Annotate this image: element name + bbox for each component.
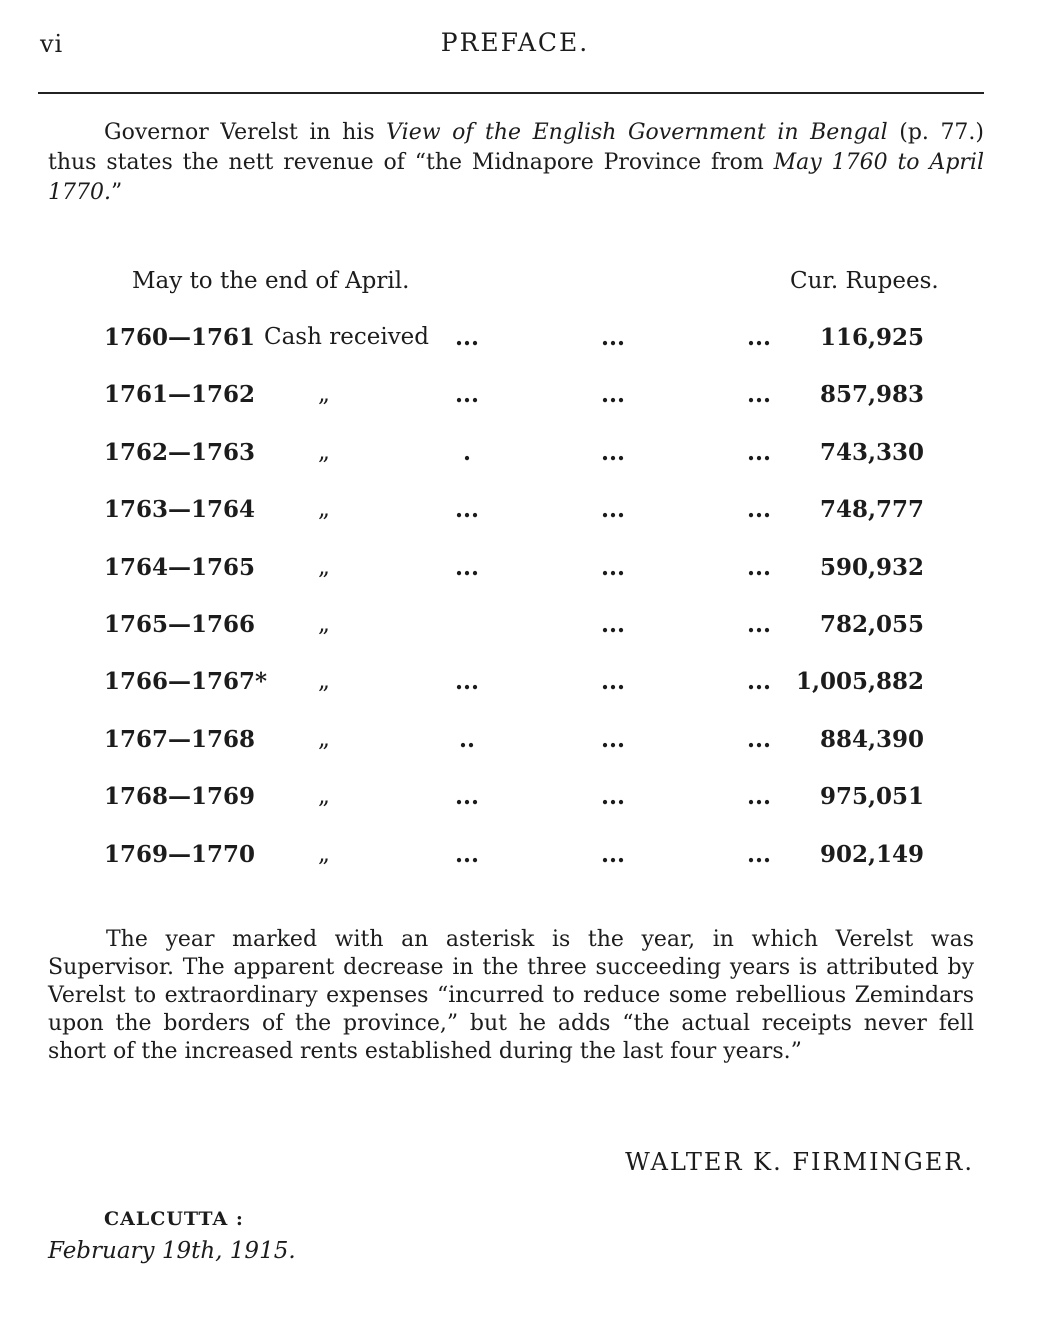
row-amount: 590,932: [819, 554, 924, 581]
row-leader-dots: ...: [746, 726, 772, 753]
row-amount: 975,051: [819, 783, 924, 810]
row-amount: 857,983: [819, 381, 924, 408]
row-year: 1766—1767*: [104, 668, 268, 695]
running-head: PREFACE.: [440, 28, 590, 57]
page-number: vi: [40, 30, 64, 58]
row-leader-dots: ...: [454, 381, 480, 408]
row-leader-dots: ...: [746, 496, 772, 523]
table-row: [0, 783, 1062, 817]
table-row: [0, 324, 1062, 358]
row-leader-dots: ...: [746, 841, 772, 868]
row-leader-dots: ...: [746, 783, 772, 810]
row-leader-dots: ...: [600, 324, 626, 351]
row-year: 1765—1766: [104, 611, 256, 638]
row-ditto-mark: „: [318, 439, 330, 465]
row-amount: 748,777: [819, 496, 924, 523]
row-year: 1763—1764: [104, 496, 256, 523]
row-leader-dots: ...: [600, 381, 626, 408]
row-year: 1761—1762: [104, 381, 256, 408]
row-leader-dots: ...: [600, 439, 626, 466]
table-row: [0, 726, 1062, 760]
date-line: [48, 1238, 296, 1264]
row-leader-dots: ...: [600, 554, 626, 581]
row-amount: 902,149: [819, 841, 924, 868]
table-row: [0, 381, 1062, 415]
header-rule: [38, 92, 984, 94]
row-leader-dots: ...: [600, 841, 626, 868]
row-leader-dots: .: [462, 439, 471, 466]
row-leader-dots: ...: [746, 324, 772, 351]
row-ditto-mark: „: [318, 554, 330, 580]
row-amount: 884,390: [819, 726, 924, 753]
intro-text-middle: (p. 77.) thus states the nett revenue of “the Midnapore Province from: [48, 120, 985, 175]
row-amount: 116,925: [819, 324, 924, 351]
row-ditto-mark: „: [318, 726, 330, 752]
footnote-paragraph: The year marked with an asterisk is the year, in which Verelst was Supervisor. The apparent decrease in the three succeeding years is attributed by Verelst to extraordinary expenses “incurred to reduce some rebellious Zemindars upon the borders of the province,” but he adds “the actual receipts never fell short of the increased rents established during the last four years.”: [48, 927, 974, 1064]
place-line: CALCUTTA :: [104, 1208, 244, 1230]
row-ditto-mark: „: [318, 783, 330, 809]
row-leader-dots: ...: [454, 554, 480, 581]
book-title: View of the English Government in Bengal: [386, 120, 888, 145]
row-ditto-mark: „: [318, 496, 330, 522]
row-leader-dots: ...: [454, 324, 480, 351]
table-row: [0, 668, 1062, 702]
row-year: 1769—1770: [104, 841, 256, 868]
row-leader-dots: ...: [600, 726, 626, 753]
row-leader-dots: ...: [454, 668, 480, 695]
row-leader-dots: ...: [600, 496, 626, 523]
intro-period: May 1760 to April 1770.: [48, 150, 984, 205]
row-amount: 1,005,882: [795, 668, 924, 695]
intro-text-end: ”: [110, 180, 123, 205]
row-ditto-mark: „: [318, 841, 330, 867]
table-row: [0, 611, 1062, 645]
row-year: 1768—1769: [104, 783, 256, 810]
table-row: [0, 841, 1062, 875]
row-ditto-mark: „: [318, 381, 330, 407]
row-amount: 743,330: [819, 439, 924, 466]
row-year: 1760—1761: [104, 324, 256, 351]
table-row: [0, 496, 1062, 530]
table-row: [0, 554, 1062, 588]
table-row: [0, 439, 1062, 473]
row-leader-dots: ...: [454, 496, 480, 523]
row-leader-dots: ...: [746, 611, 772, 638]
row-ditto-mark: „: [318, 668, 330, 694]
row-leader-dots: ...: [454, 783, 480, 810]
row-leader-dots: ..: [458, 726, 475, 753]
row-leader-dots: ...: [600, 668, 626, 695]
row-leader-dots: ...: [746, 439, 772, 466]
row-leader-dots: ...: [600, 783, 626, 810]
intro-paragraph: [48, 118, 984, 208]
row-ditto-mark: „: [318, 611, 330, 637]
row-leader-dots: ...: [746, 554, 772, 581]
row-year: 1764—1765: [104, 554, 256, 581]
table-header-currency: Cur. Rupees.: [790, 268, 939, 294]
row-description: Cash received: [264, 324, 430, 350]
row-year: 1762—1763: [104, 439, 256, 466]
table-header-period: May to the end of April.: [132, 268, 410, 294]
author-signature: WALTER K. FIRMINGER.: [625, 1148, 974, 1176]
date-text: February 19th, 1915.: [48, 1238, 296, 1264]
row-leader-dots: ...: [746, 381, 772, 408]
row-year: 1767—1768: [104, 726, 256, 753]
intro-text-start: Governor Verelst in his: [104, 120, 387, 145]
row-leader-dots: ...: [454, 841, 480, 868]
row-leader-dots: ...: [746, 668, 772, 695]
row-leader-dots: ...: [600, 611, 626, 638]
row-amount: 782,055: [819, 611, 924, 638]
